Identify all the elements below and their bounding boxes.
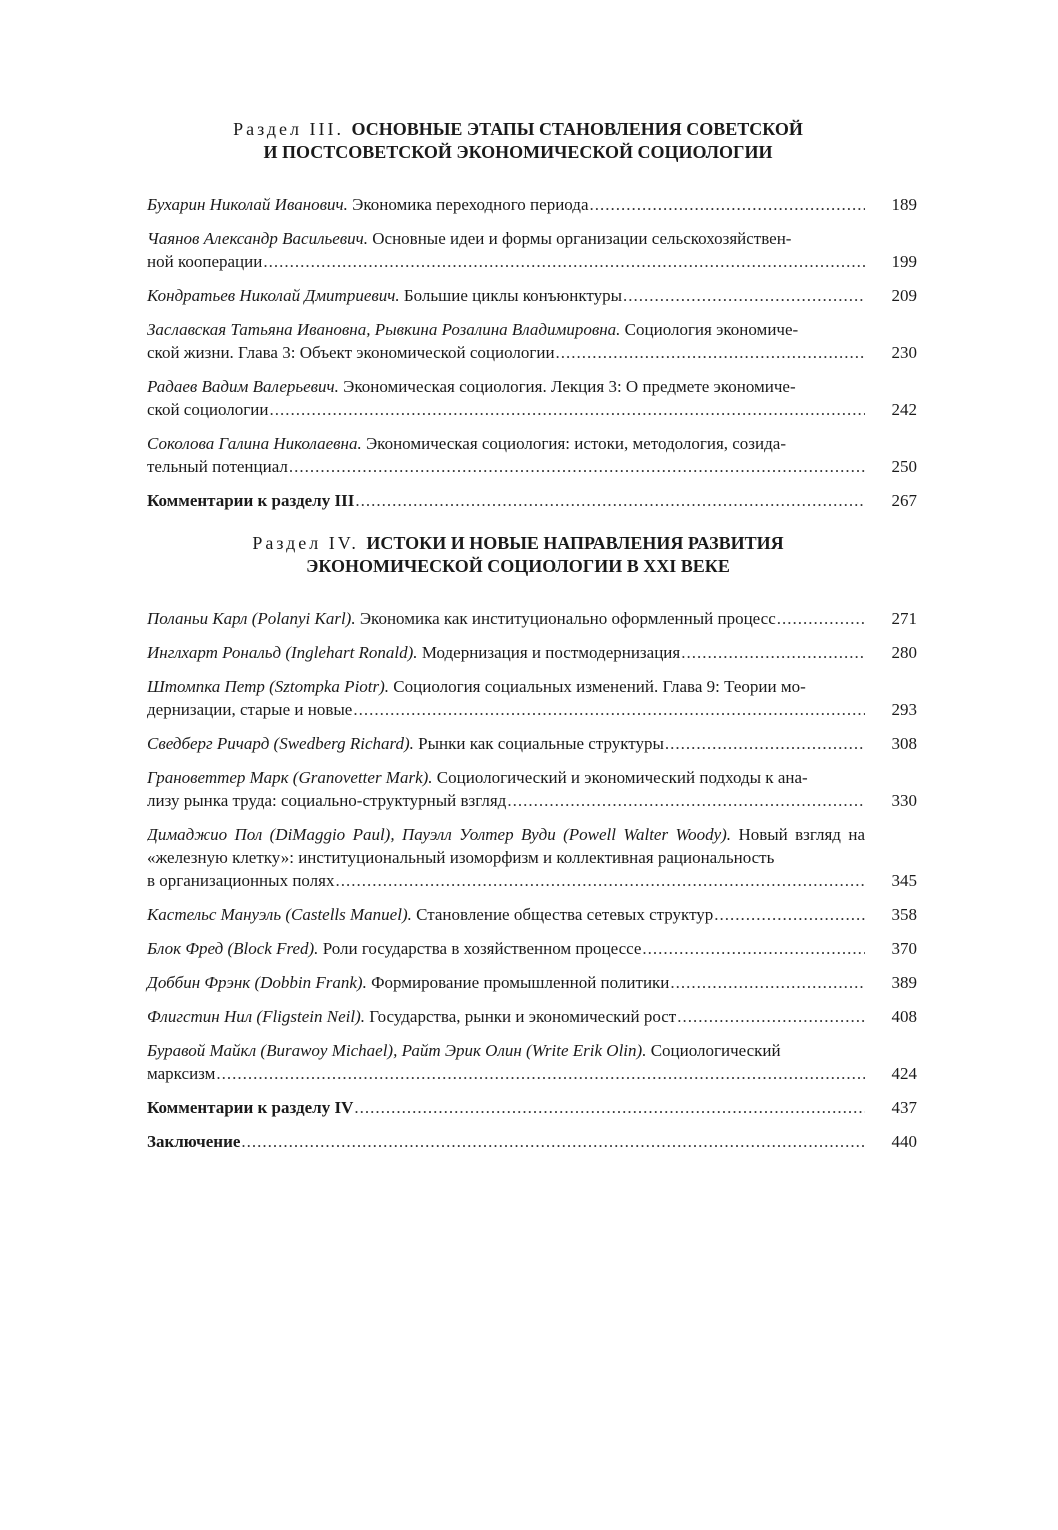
toc-entry[interactable] bbox=[147, 193, 917, 216]
entry-lead bbox=[147, 937, 641, 960]
dot-leader bbox=[590, 193, 865, 216]
entry-title-part: Экономическая социология. Лекция 3: О предмете экономиче- bbox=[338, 377, 796, 396]
entry-first-lines bbox=[147, 1039, 865, 1062]
dot-leader bbox=[355, 489, 865, 512]
entry-title-part: Социология экономиче- bbox=[620, 320, 799, 339]
dot-leader bbox=[269, 398, 865, 421]
table-of-contents bbox=[147, 118, 917, 1164]
section-title-line1: ИСТОКИ И НОВЫЕ НАПРАВЛЕНИЯ РАЗВИТИЯ bbox=[366, 533, 784, 553]
entry-author: Буравой Майкл (Burawoy Michael), Райт Эрик Олин (Write Erik Olin). bbox=[147, 1041, 647, 1060]
page-number: 440 bbox=[891, 1132, 917, 1151]
entry-title-part: Экономическая социология: истоки, методология, созида- bbox=[361, 434, 786, 453]
section-title-line2: ЭКОНОМИЧЕСКОЙ СОЦИОЛОГИИ В XXI ВЕКЕ bbox=[306, 556, 730, 576]
entry-title: Роли государства в хозяйственном процессе bbox=[318, 939, 642, 958]
entry-last-line bbox=[147, 732, 865, 755]
entry-title: Формирование промышленной политики bbox=[366, 973, 670, 992]
entry-last-line bbox=[147, 641, 865, 664]
toc-entry[interactable] bbox=[147, 284, 917, 307]
entry-last-line bbox=[147, 250, 865, 273]
section-title-line1: ОСНОВНЫЕ ЭТАПЫ СТАНОВЛЕНИЯ СОВЕТСКОЙ bbox=[351, 119, 803, 139]
section-title-line2: И ПОСТСОВЕТСКОЙ ЭКОНОМИЧЕСКОЙ СОЦИОЛОГИИ bbox=[263, 142, 773, 162]
entry-lead: ной кооперации bbox=[147, 252, 263, 271]
toc-entry[interactable] bbox=[147, 1005, 917, 1028]
toc-entry[interactable] bbox=[147, 675, 917, 721]
entry-author: Димаджио Пол (DiMaggio Paul), Пауэлл Уолтер Вуди (Powell Walter Woody). bbox=[147, 825, 732, 844]
entry-last-line bbox=[147, 1005, 865, 1028]
entry-lead: тельный потенциал bbox=[147, 457, 288, 476]
dot-leader bbox=[354, 1096, 865, 1119]
entry-author: Блок Фред (Block Fred). bbox=[147, 939, 319, 958]
entry-lead: ской социологии bbox=[147, 400, 269, 419]
entry-last-line bbox=[147, 903, 865, 926]
page-number: 189 bbox=[891, 195, 917, 214]
entry-last-line bbox=[147, 455, 865, 478]
dot-leader bbox=[623, 284, 865, 307]
entry-title-part: Социологический и экономический подходы к ана- bbox=[432, 768, 808, 787]
page-number: 230 bbox=[891, 343, 917, 362]
entry-first-lines bbox=[147, 432, 865, 455]
entry-author: Соколова Галина Николаевна. bbox=[147, 434, 362, 453]
entry-lead: дернизации, старые и новые bbox=[147, 700, 353, 719]
entry-lead bbox=[147, 732, 664, 755]
entry-lead: Заключение bbox=[147, 1132, 241, 1151]
entry-last-line bbox=[147, 1062, 865, 1085]
entry-last-line bbox=[147, 869, 865, 892]
entry-last-line bbox=[147, 607, 865, 630]
entry-lead bbox=[147, 607, 776, 630]
entry-title: Рынки как социальные структуры bbox=[413, 734, 664, 753]
toc-entries bbox=[147, 193, 917, 512]
dot-leader bbox=[353, 698, 865, 721]
toc-entry[interactable] bbox=[147, 1039, 917, 1085]
entry-author: Инглхарт Рональд (Inglehart Ronald). bbox=[147, 643, 418, 662]
entry-author: Бухарин Николай Иванович. bbox=[147, 195, 348, 214]
page-number: 209 bbox=[891, 286, 917, 305]
page-number: 280 bbox=[891, 643, 917, 662]
entry-last-line bbox=[147, 937, 865, 960]
entry-lead bbox=[147, 284, 622, 307]
page-number: 293 bbox=[891, 700, 917, 719]
page-number: 308 bbox=[891, 734, 917, 753]
toc-entry[interactable] bbox=[147, 1096, 917, 1119]
entry-first-lines bbox=[147, 318, 865, 341]
entry-author: Чаянов Александр Васильевич. bbox=[147, 229, 368, 248]
entry-title: Большие циклы конъюнктуры bbox=[399, 286, 622, 305]
entry-author: Радаев Вадим Валерьевич. bbox=[147, 377, 339, 396]
page-number: 370 bbox=[891, 939, 917, 958]
entry-title: Становление общества сетевых структур bbox=[411, 905, 714, 924]
entry-lead bbox=[147, 641, 680, 664]
dot-leader bbox=[556, 341, 865, 364]
entry-last-line bbox=[147, 789, 865, 812]
entry-first-lines bbox=[147, 375, 865, 398]
entry-last-line bbox=[147, 1130, 865, 1153]
dot-leader bbox=[263, 250, 865, 273]
entry-first-lines bbox=[147, 766, 865, 789]
dot-leader bbox=[216, 1062, 865, 1085]
entry-title: Экономика переходного периода bbox=[347, 195, 589, 214]
entry-last-line bbox=[147, 971, 865, 994]
toc-entry[interactable] bbox=[147, 971, 917, 994]
entry-lead: марксизм bbox=[147, 1064, 216, 1083]
page-number: 267 bbox=[891, 491, 917, 510]
entry-lead: в организационных полях bbox=[147, 871, 335, 890]
entry-lead bbox=[147, 903, 713, 926]
page-number: 250 bbox=[891, 457, 917, 476]
entry-author: Штомпка Петр (Sztompka Piotr). bbox=[147, 677, 390, 696]
dot-leader bbox=[777, 607, 865, 630]
dot-leader bbox=[642, 937, 865, 960]
entry-author: Заславская Татьяна Ивановна, Рывкина Розалина Владимировна. bbox=[147, 320, 621, 339]
entry-author: Доббин Фрэнк (Dobbin Frank). bbox=[147, 973, 367, 992]
entry-lead bbox=[147, 1005, 676, 1028]
entry-title: Экономика как институционально оформленный процесс bbox=[355, 609, 776, 628]
entry-first-lines bbox=[147, 227, 865, 250]
entry-lead: лизу рынка труда: социально-структурный взгляд bbox=[147, 791, 507, 810]
toc-entry[interactable] bbox=[147, 489, 917, 512]
section-label: Раздел IV. bbox=[252, 533, 367, 553]
dot-leader bbox=[665, 732, 865, 755]
entry-last-line bbox=[147, 489, 865, 512]
section-heading bbox=[147, 532, 917, 578]
page-number: 358 bbox=[891, 905, 917, 924]
entry-author: Поланьи Карл (Polanyi Karl). bbox=[147, 609, 356, 628]
toc-entry[interactable] bbox=[147, 823, 917, 892]
toc-entry[interactable] bbox=[147, 432, 917, 478]
page-number: 271 bbox=[891, 609, 917, 628]
toc-entry[interactable] bbox=[147, 227, 917, 273]
page-number: 199 bbox=[891, 252, 917, 271]
dot-leader bbox=[670, 971, 865, 994]
entry-author: Грановеттер Марк (Granovetter Mark). bbox=[147, 768, 433, 787]
entry-last-line bbox=[147, 398, 865, 421]
section-label: Раздел III. bbox=[233, 119, 352, 139]
toc-entry[interactable] bbox=[147, 641, 917, 664]
entry-title-part: Социология социальных изменений. Глава 9: Теории мо- bbox=[389, 677, 806, 696]
entry-lead: Комментарии к разделу III bbox=[147, 491, 355, 510]
entry-first-lines bbox=[147, 675, 865, 698]
page-number: 345 bbox=[891, 871, 917, 890]
dot-leader bbox=[336, 869, 866, 892]
entry-lead bbox=[147, 971, 669, 994]
entry-last-line bbox=[147, 193, 865, 216]
entry-title: Государства, рынки и экономический рост bbox=[365, 1007, 677, 1026]
entry-title-part: Основные идеи и формы организации сельскохозяйствен- bbox=[368, 229, 792, 248]
entry-lead: Комментарии к разделу IV bbox=[147, 1098, 354, 1117]
toc-entry[interactable] bbox=[147, 1130, 917, 1153]
entry-last-line bbox=[147, 1096, 865, 1119]
page-number: 242 bbox=[891, 400, 917, 419]
entry-author: Кондратьев Николай Дмитриевич. bbox=[147, 286, 400, 305]
dot-leader bbox=[681, 641, 865, 664]
toc-entries bbox=[147, 607, 917, 1153]
dot-leader bbox=[677, 1005, 865, 1028]
entry-lead bbox=[147, 193, 589, 216]
entry-last-line bbox=[147, 284, 865, 307]
entry-author: Флигстин Нил (Fligstein Neil). bbox=[147, 1007, 365, 1026]
page-number: 330 bbox=[891, 791, 917, 810]
page-number: 437 bbox=[891, 1098, 917, 1117]
entry-title-part: Социологический bbox=[646, 1041, 781, 1060]
entry-author: Сведберг Ричард (Swedberg Richard). bbox=[147, 734, 414, 753]
toc-entry[interactable] bbox=[147, 766, 917, 812]
page-number: 389 bbox=[891, 973, 917, 992]
page-number: 424 bbox=[891, 1064, 917, 1083]
entry-author: Кастельс Мануэль (Castells Manuel). bbox=[147, 905, 412, 924]
toc-entry[interactable] bbox=[147, 607, 917, 630]
entry-lead: ской жизни. Глава 3: Объект экономической социологии bbox=[147, 343, 555, 362]
toc-entry[interactable] bbox=[147, 318, 917, 364]
dot-leader bbox=[714, 903, 865, 926]
section-heading bbox=[147, 118, 917, 164]
toc-entry[interactable] bbox=[147, 903, 917, 926]
toc-entry[interactable] bbox=[147, 937, 917, 960]
entry-last-line bbox=[147, 341, 865, 364]
entry-title: Модернизация и постмодернизация bbox=[417, 643, 681, 662]
dot-leader bbox=[289, 455, 865, 478]
dot-leader bbox=[507, 789, 865, 812]
toc-entry[interactable] bbox=[147, 375, 917, 421]
entry-last-line bbox=[147, 698, 865, 721]
page-number: 408 bbox=[891, 1007, 917, 1026]
entry-first-lines bbox=[147, 823, 865, 869]
entry-title-part: Новый взгляд на «железную клетку»: институциональный изоморфизм и коллективная рациональность bbox=[147, 825, 865, 867]
dot-leader bbox=[241, 1130, 865, 1153]
toc-entry[interactable] bbox=[147, 732, 917, 755]
